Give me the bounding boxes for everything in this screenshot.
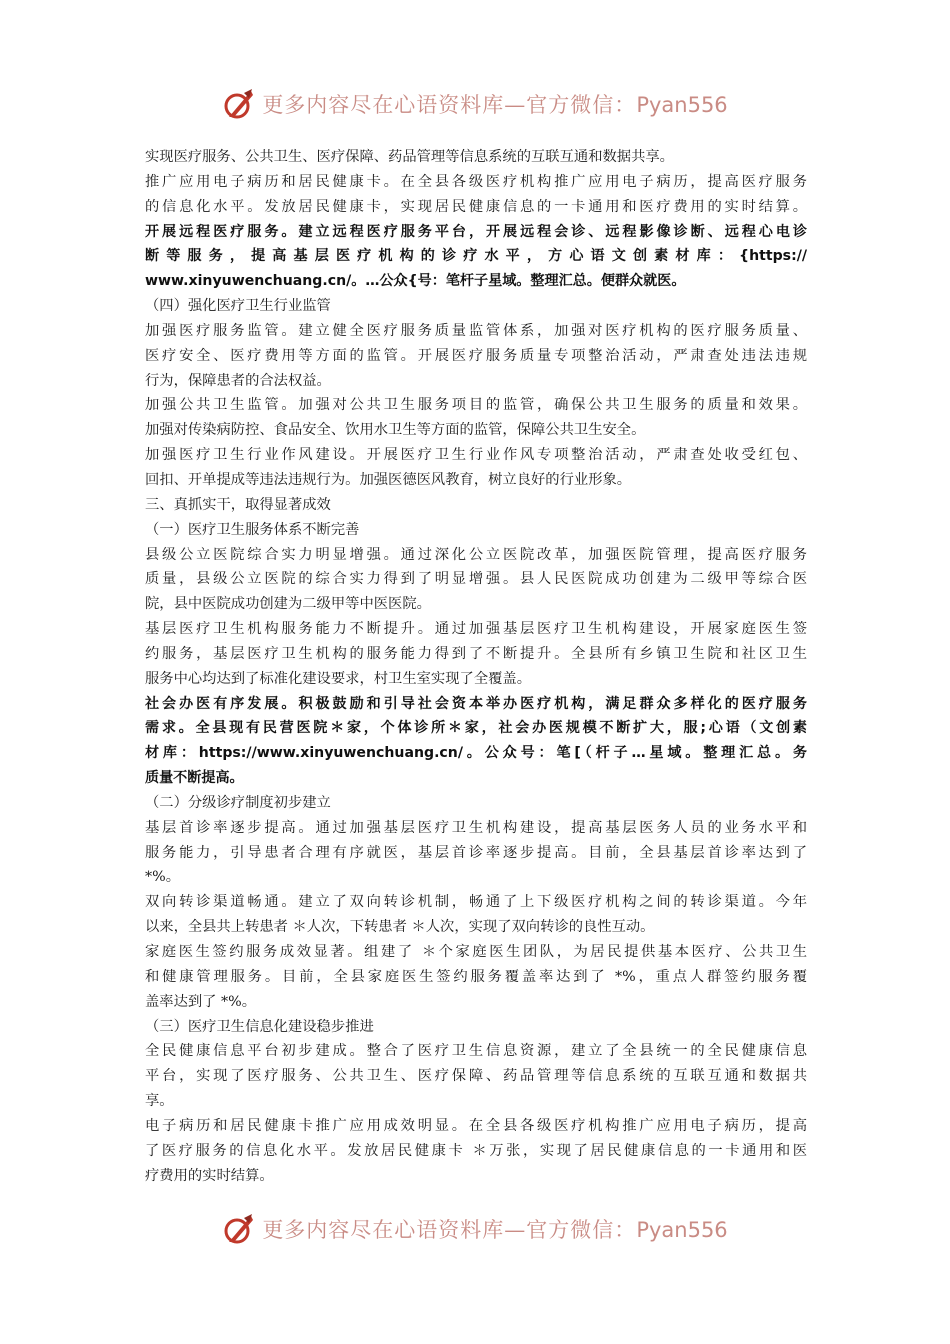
- text-line: 服务能力，引导患者合理有序就医，基层首诊率逐步提高。目前，全县基层首诊率达到了: [145, 844, 807, 861]
- quill-logo-icon: [222, 87, 256, 121]
- text-line: 质量，县级公立医院的综合实力得到了明显增强。县人民医院成功创建为二级甲等综合医: [145, 571, 807, 588]
- text-line: 疗费用的实时结算。: [145, 1167, 274, 1184]
- text-line: 开展远程医疗服务。建立远程医疗服务平台，开展远程会诊、远程影像诊断、远程心电诊: [145, 223, 807, 240]
- text-line: 加强医疗服务监管。建立健全医疗服务质量监管体系，加强对医疗机构的医疗服务质量、: [145, 322, 807, 339]
- text-line: 基层医疗卫生机构服务能力不断提升。通过加强基层医疗卫生机构建设，开展家庭医生签: [145, 621, 807, 638]
- text-line: www.xinyuwenchuang.cn/。…公众{号：笔杆子星域。整理汇总。便群众就医。: [145, 273, 686, 290]
- text-line: 以来，全县共上转患者 ＊人次，下转患者 ＊人次，实现了双向转诊的良性互动。: [145, 919, 655, 936]
- text-line: 行为，保障患者的合法权益。: [145, 372, 331, 389]
- text-line: 社会办医有序发展。积极鼓励和引导社会资本举办医疗机构，满足群众多样化的医疗服务: [145, 695, 807, 712]
- text-line: 材库：https://www.xinyuwenchuang.cn/。公众号：笔[（杆子…星域。整理汇总。务: [145, 745, 807, 762]
- text-line: 盖率达到了 *%。: [145, 993, 257, 1010]
- text-line: （一）医疗卫生服务体系不断完善: [145, 521, 360, 538]
- text-line: 医疗安全、医疗费用等方面的监管。开展医疗服务质量专项整治活动，严肃查处违法违规: [145, 347, 807, 364]
- wechat-id: Pyan556: [636, 1218, 728, 1242]
- text-line: 约服务，基层医疗卫生机构的服务能力得到了不断提升。全县所有乡镇卫生院和社区卫生: [145, 645, 807, 662]
- text-line: （三）医疗卫生信息化建设稳步推进: [145, 1018, 374, 1035]
- text-line: 平台，实现了医疗服务、公共卫生、医疗保障、药品管理等信息系统的互联互通和数据共: [145, 1068, 807, 1085]
- text-line: （四）强化医疗卫生行业监管: [145, 298, 331, 315]
- document-body: [145, 145, 807, 1188]
- wechat-id: Pyan556: [636, 93, 728, 117]
- text-line: 院，县中医院成功创建为二级甲等中医医院。: [145, 596, 431, 613]
- text-line: 全民健康信息平台初步建成。整合了医疗卫生信息资源，建立了全县统一的全民健康信息: [145, 1043, 807, 1060]
- text-line: 加强对传染病防控、食品安全、饮用水卫生等方面的监管，保障公共卫生安全。: [145, 422, 646, 439]
- banner-text: 更多内容尽在心语资料库—官方微信：Pyan556: [262, 93, 728, 117]
- text-line: 和健康管理服务。目前，全县家庭医生签约服务覆盖率达到了 *%，重点人群签约服务覆: [145, 968, 807, 985]
- header-banner: [0, 82, 950, 126]
- text-line: 享。: [145, 1093, 174, 1110]
- text-line: 推广应用电子病历和居民健康卡。在全县各级医疗机构推广应用电子病历，提高医疗服务: [145, 173, 807, 190]
- text-line: 了医疗服务的信息化水平。发放居民健康卡 ＊万张，实现了居民健康信息的一卡通用和医: [145, 1142, 807, 1159]
- text-line: 实现医疗服务、公共卫生、医疗保障、药品管理等信息系统的互联互通和数据共享。: [145, 149, 674, 165]
- text-line: 电子病历和居民健康卡推广应用成效明显。在全县各级医疗机构推广应用电子病历，提高: [145, 1117, 807, 1134]
- text-line: 需求。全县现有民营医院＊家，个体诊所＊家，社会办医规模不断扩大，服;心语（文创素: [145, 720, 807, 737]
- text-line: 回扣、开单提成等违法违规行为。加强医德医风教育，树立良好的行业形象。: [145, 471, 632, 488]
- text-line: 双向转诊渠道畅通。建立了双向转诊机制，畅通了上下级医疗机构之间的转诊渠道。今年: [145, 894, 807, 911]
- text-line: 断等服务，提高基层医疗机构的诊疗水平，方心语文创素材库：{https://: [145, 248, 807, 265]
- text-line: 县级公立医院综合实力明显增强。通过深化公立医院改革，加强医院管理，提高医疗服务: [145, 546, 807, 563]
- text-line: 三、真抓实干，取得显著成效: [145, 496, 331, 513]
- text-line: 的信息化水平。发放居民健康卡，实现居民健康信息的一卡通用和医疗费用的实时结算。: [145, 198, 807, 215]
- banner-text: 更多内容尽在心语资料库—官方微信：Pyan556: [262, 1218, 728, 1242]
- text-line: 家庭医生签约服务成效显著。组建了 ＊个家庭医生团队，为居民提供基本医疗、公共卫生: [145, 944, 807, 960]
- text-line: *%。: [145, 869, 181, 886]
- text-line: 质量不断提高。: [145, 770, 244, 787]
- footer-banner: [0, 1207, 950, 1251]
- text-line: 加强医疗卫生行业作风建设。开展医疗卫生行业作风专项整治活动，严肃查处收受红包、: [145, 447, 807, 464]
- text-line: （二）分级诊疗制度初步建立: [145, 794, 331, 811]
- quill-logo-icon: [222, 1212, 256, 1246]
- text-line: 加强公共卫生监管。加强对公共卫生服务项目的监管，确保公共卫生服务的质量和效果。: [145, 397, 807, 414]
- text-line: 基层首诊率逐步提高。通过加强基层医疗卫生机构建设，提高基层医务人员的业务水平和: [145, 819, 807, 836]
- text-line: 服务中心均达到了标准化建设要求，村卫生室实现了全覆盖。: [145, 670, 532, 687]
